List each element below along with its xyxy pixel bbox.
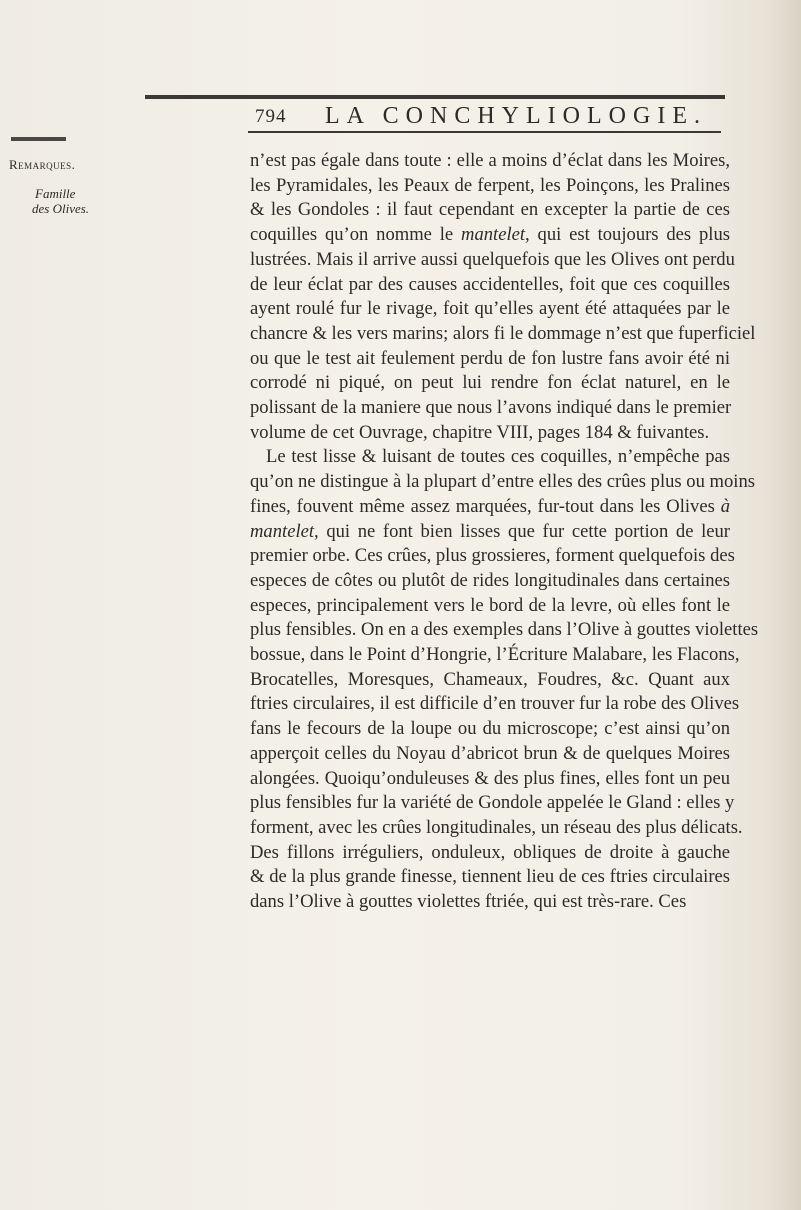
text-line bbox=[250, 520, 730, 545]
text-line: chancre & les vers marins; alors fi le dommage n’est que fuperficiel bbox=[250, 322, 756, 344]
italic-term: mantelet bbox=[461, 224, 526, 246]
header-rule bbox=[248, 131, 721, 133]
text-line: forment, avec les crûes longitudinales, un réseau des plus délicats. bbox=[250, 816, 743, 838]
text-line: ftries circulaires, il est difficile d’en trouver fur la robe des Olives bbox=[250, 693, 740, 715]
text-line: premier orbe. Ces crûes, plus grossieres, forment quelquefois des bbox=[250, 545, 735, 567]
margin-note-family-name: des Olives. bbox=[32, 201, 90, 216]
text-line: ou que le test ait feulement perdu de fon lustre fans avoir été ni bbox=[250, 347, 730, 369]
text-line bbox=[250, 495, 730, 520]
text-line: polissant de la maniere que nous l’avons indiqué dans le premier bbox=[250, 397, 732, 419]
text-line: les Pyramidales, les Peaux de ferpent, les Poinçons, les Pralines bbox=[250, 174, 730, 196]
text-line: lustrées. Mais il arrive aussi quelquefois que les Olives ont perdu bbox=[250, 248, 735, 270]
text-line: n’est pas égale dans toute : elle a moins d’éclat dans les Moires, bbox=[250, 150, 730, 171]
italic-term: mantelet, bbox=[250, 520, 319, 542]
margin-note-family: Famille bbox=[35, 186, 76, 201]
margin-ornament bbox=[11, 137, 66, 141]
italic-term: à bbox=[720, 495, 730, 517]
text-line: corrodé ni piqué, on peut lui rendre fon éclat naturel, en le bbox=[250, 372, 730, 394]
text-line: especes, principalement vers le bord de la levre, où elles font le bbox=[250, 594, 730, 616]
text-line: especes de côtes ou plutôt de rides longitudinales dans certaines bbox=[250, 569, 730, 591]
margin-note-section: Remarques. bbox=[9, 157, 76, 172]
text-line bbox=[250, 223, 730, 248]
top-rule bbox=[145, 95, 725, 99]
text-line: dans l’Olive à gouttes violettes ftriée, qui est très-rare. Ces bbox=[250, 891, 687, 913]
running-head: LA CONCHYLIOLOGIE. bbox=[325, 103, 707, 129]
page-number: 794 bbox=[255, 106, 287, 127]
text-line: & de la plus grande finesse, tiennent lieu de ces ftries circulaires bbox=[250, 866, 730, 888]
text-line: alongées. Quoiqu’onduleuses & des plus fines, elles font un peu bbox=[250, 767, 730, 789]
text-line: qu’on ne distingue à la plupart d’entre elles des crûes plus ou moins bbox=[250, 471, 756, 493]
text-line: volume de cet Ouvrage, chapitre VIII, pages 184 & fuivantes. bbox=[250, 421, 710, 443]
text-segment: fines, fouvent même assez marquées, fur-tout dans les Olives bbox=[250, 495, 715, 517]
text-line: plus fensibles. On en a des exemples dans l’Olive à gouttes violettes bbox=[250, 619, 759, 641]
text-segment: coquilles qu’on nomme le bbox=[250, 224, 454, 246]
text-line: plus fensibles fur la variété de Gondole appelée le Gland : elles y bbox=[250, 792, 735, 814]
text-segment: , qui est toujours des plus bbox=[525, 224, 730, 246]
text-line: Brocatelles, Moresques, Chameaux, Foudres, &c. Quant aux bbox=[250, 668, 730, 690]
text-line: & les Gondoles : il faut cependant en excepter la partie de ces bbox=[250, 199, 730, 221]
text-line: apperçoit celles du Noyau d’abricot brun & de quelques Moires bbox=[250, 742, 730, 764]
text-segment: qui ne font bien lisses que fur cette portion de leur bbox=[326, 520, 730, 542]
text-line: fans le fecours de la loupe ou du microscope; c’est ainsi qu’on bbox=[250, 718, 730, 740]
text-line: de leur éclat par des causes accidentelles, foit que ces coquilles bbox=[250, 273, 730, 295]
body-text bbox=[250, 149, 759, 915]
text-line: bossue, dans le Point d’Hongrie, l’Écriture Malabare, les Flacons, bbox=[250, 644, 740, 666]
text-line: Des fillons irréguliers, onduleux, obliques de droite à gauche bbox=[250, 841, 730, 863]
text-line: Le test lisse & luisant de toutes ces coquilles, n’empêche pas bbox=[266, 446, 730, 468]
text-line: ayent roulé fur le rivage, foit qu’elles ayent été attaquées par le bbox=[250, 298, 730, 320]
